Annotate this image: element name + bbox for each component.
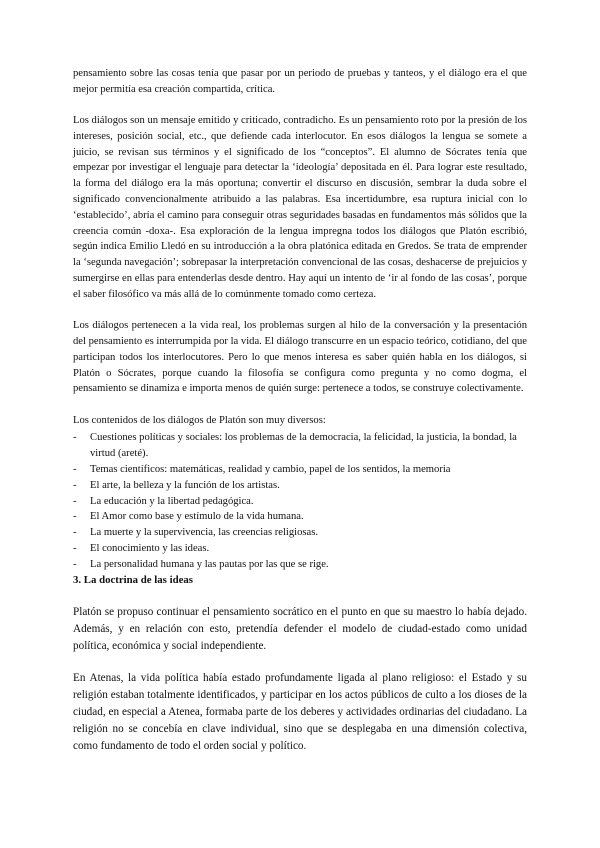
list-item: - Cuestiones políticas y sociales: los problemas de la democracia, la felicidad, la justicia, la bondad, la virtud (areté).	[73, 430, 527, 462]
paragraph-dialogues-criticism: Los diálogos son un mensaje emitido y criticado, contradicho. Es un pensamiento roto por la presión de los intereses, posición social, etc., que defiende cada interlocutor. En esos diálogos la lengua se somete a juicio, se revisan sus términos y el significado de los “conceptos”. El alumno de Sócrates tenía que empezar por investigar el lenguaje para detectar la ‘ideología’ depositada en él. Para lograr este resultado, la forma del diálogo era la más oportuna; convertir el discurso en discusión, sembrar la duda sobre el significado convencionalmente atribuido a las palabras. Esa incertidumbre, esa ruptura inicial con lo ‘establecido’, abría el camino para conseguir otras seguridades basadas en fundamentos más sólidos que la creencia común -doxa-. Esa exploración de la lengua impregna todos los diálogos que Platón escribió, según indica Emilio Lledó en su introducción a la obra platónica editada en Gredos. Se trata de emprender la ‘segunda navegación’; sobrepasar la interpretación convencional de las cosas, deshacerse de prejuicios y sumergirse en ellas para entenderlas desde dentro. Hay aquí un intento de ‘ir al fondo de las cosas’, porque el saber filosófico va más allá de lo comúnmente tomado como certeza.	[73, 115, 527, 300]
dialogue-topics-list	[73, 430, 527, 572]
list-item: - El arte, la belleza y la función de los artistas.	[73, 478, 527, 494]
document-page	[73, 66, 527, 755]
paragraph-dialogues-real-life: Los diálogos pertenecen a la vida real, los problemas surgen al hilo de la conversación y la presentación del pensamiento es interrumpida por la vida. El diálogo transcurre en un espacio teórico, cotidiano, del que participan todos los interlocutores. Pero lo que menos interesa es saber quién habla en los diálogos, si Platón o Sócrates, porque cuando la filosofía se configura como pregunta y no como dogma, el pensamiento se dinamiza e importa menos de quién surge: pertenece a todos, se construye colectivamente.	[73, 320, 527, 395]
list-item: - Temas científicos: matemáticas, realidad y cambio, papel de los sentidos, la memoria	[73, 462, 527, 478]
paragraph-athens-religion: En Atenas, la vida política había estado profundamente ligada al plano religioso: el Estado y su religión estaban totalmente identificados, y participar en los actos públicos de culto a los dioses de la ciudad, en especial a Atenea, formaba parte de los deberes y actividades ordinarias del ciudadano. La religión no se concebía en clave individual, sino que se desplegaba en una dimensión colectiva, como fundamento de todo el orden social y político.	[73, 672, 527, 752]
list-item: - El Amor como base y estímulo de la vida humana.	[73, 509, 527, 525]
list-intro: Los contenidos de los diálogos de Platón son muy diversos:	[73, 414, 326, 426]
section-heading: 3. La doctrina de las ideas	[73, 573, 193, 586]
list-item: - El conocimiento y las ideas.	[73, 541, 527, 557]
list-item: - La muerte y la supervivencia, las creencias religiosas.	[73, 525, 527, 541]
paragraph-plato-purpose: Platón se propuso continuar el pensamiento socrático en el punto en que su maestro lo había dejado. Además, y en relación con esto, pretendía defender el modelo de ciudad-estado como unidad política, económica y social independiente.	[73, 605, 527, 652]
paragraph-continuation: pensamiento sobre las cosas tenía que pasar por un periodo de pruebas y tanteos, y el diálogo era el que mejor permitía esa creación compartida, crítica.	[73, 68, 527, 95]
list-item: - La personalidad humana y las pautas por las que se rige.	[73, 557, 527, 573]
list-item: - La educación y la libertad pedagógica.	[73, 494, 527, 510]
